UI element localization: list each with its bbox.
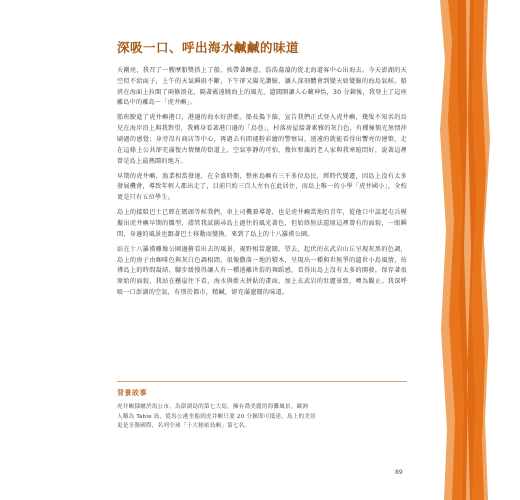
body-paragraph: 早期的虎井嶼，漁業相當發達，在全盛時期，整座島嶼有三千多位島民，經時代變遷，因島上沒有太多發展機會，導致年輕人都出走了，目前只約三百人左右在此居住，而島上唯一的小學「虎井國小」，全校更是只有五位學生。: [117, 172, 407, 202]
background-story-heading: 背景故事: [117, 389, 147, 397]
background-story-line: 更是享譽國際，名列全球「十大秘密島嶼」第七名。: [117, 423, 251, 430]
body-paragraph: 站在十八羅漢雕像公園邊俯看出去的風景，視野相當遼闊，望去，起伏的玄武岩山丘呈現灰黑的色調，島上的房子由咖啡色與灰白色調相間，很像撒落一地的積木，呈現出一種與世無爭的遺世小島風情，彷彿島上的時間凝結，腳步緩慢得讓人有一種遠離世俗的舞蹈感，看得出島上沒有太多的開發，保存著很原始的面貌，我站在懸崖往下看，海水與藍天拼貼的畫面，加上玄武岩的壯麗景致，噢為觀止。我深呼吸一口澎湖的空氣，有別於都市，精鹹，卻充滿遼闊的味道。: [117, 245, 407, 296]
body-paragraph: 島上的接駁巴士已經在碼頭等候我們，車上司機兼導遊，也是虎井嶼當地的青年，從他口中談起屯兵模擬出虎井嶼早期的雛型，儘管我試圖尋島上過往的風光著色，但始終無法還原這裡曾有的面貌，一眼瞬間，身邊的風景也跟著巴士移動而變換，來到了島上的十八羅漢公園。: [117, 209, 407, 238]
page-number: 89: [395, 469, 403, 476]
article-title: 深吸一口、呼出海水鹹鹹的味道: [117, 40, 300, 55]
article-body: [117, 66, 407, 303]
body-paragraph: 船班駛進了虎井嶼港口，港邊的海水好湛藍。船長搗下篩，宣告我們正式登入虎井嶼，幾隻不知名的鳥兒在海岸沿上與我對望，我轉身看著港口邊的「鳥巷」，村落房屋接著素雅的灰白色，有種極簡光無情沖刷過的感覺；身旁沒有商店等中心，再過去有間褪粉彩繪的警察局，遠遠的就能看得出響亮的建築，走在這條上公共卻充滿復古情懷的街道上，空氣寧靜的可怕，幾位和藹的老人家與我寒暄問好，說著這裡曾是島上最熱鬧的地方。: [117, 114, 407, 165]
section-divider: [117, 381, 407, 382]
background-story-line: 人稱為 Table 島，從馬公港坐船到虎井嶼只要 20 分鐘即可抵達，島上的美景: [117, 413, 316, 420]
background-story-text: [117, 403, 407, 432]
background-story-line: 虎井嶼隸屬於馬公市，為澎湖島的第七大島，擁有喬美麗的海灘風景，歐洲: [117, 404, 309, 410]
body-paragraph: 天剛亮，我召了一艘摩船獎搭上了船，挨帶著睡意，浩浩蕩蕩的從北海道客中心出海去。今天澎湖的天空似不給面子，上午的天氣瞬雨不斷，下午卻又陽光讚臉，讓人深刻體會到變天如變臉的海島氣候。船班在海面上拉開了兩條浪花，隔著霧遠眺海上的風光，遺闊開讓人心曠神怡，30 分鐘後，我登上了這座離島中的離島－「虎井嶼」。: [117, 67, 407, 107]
orange-brush-stripe-decoration: [400, 0, 520, 500]
